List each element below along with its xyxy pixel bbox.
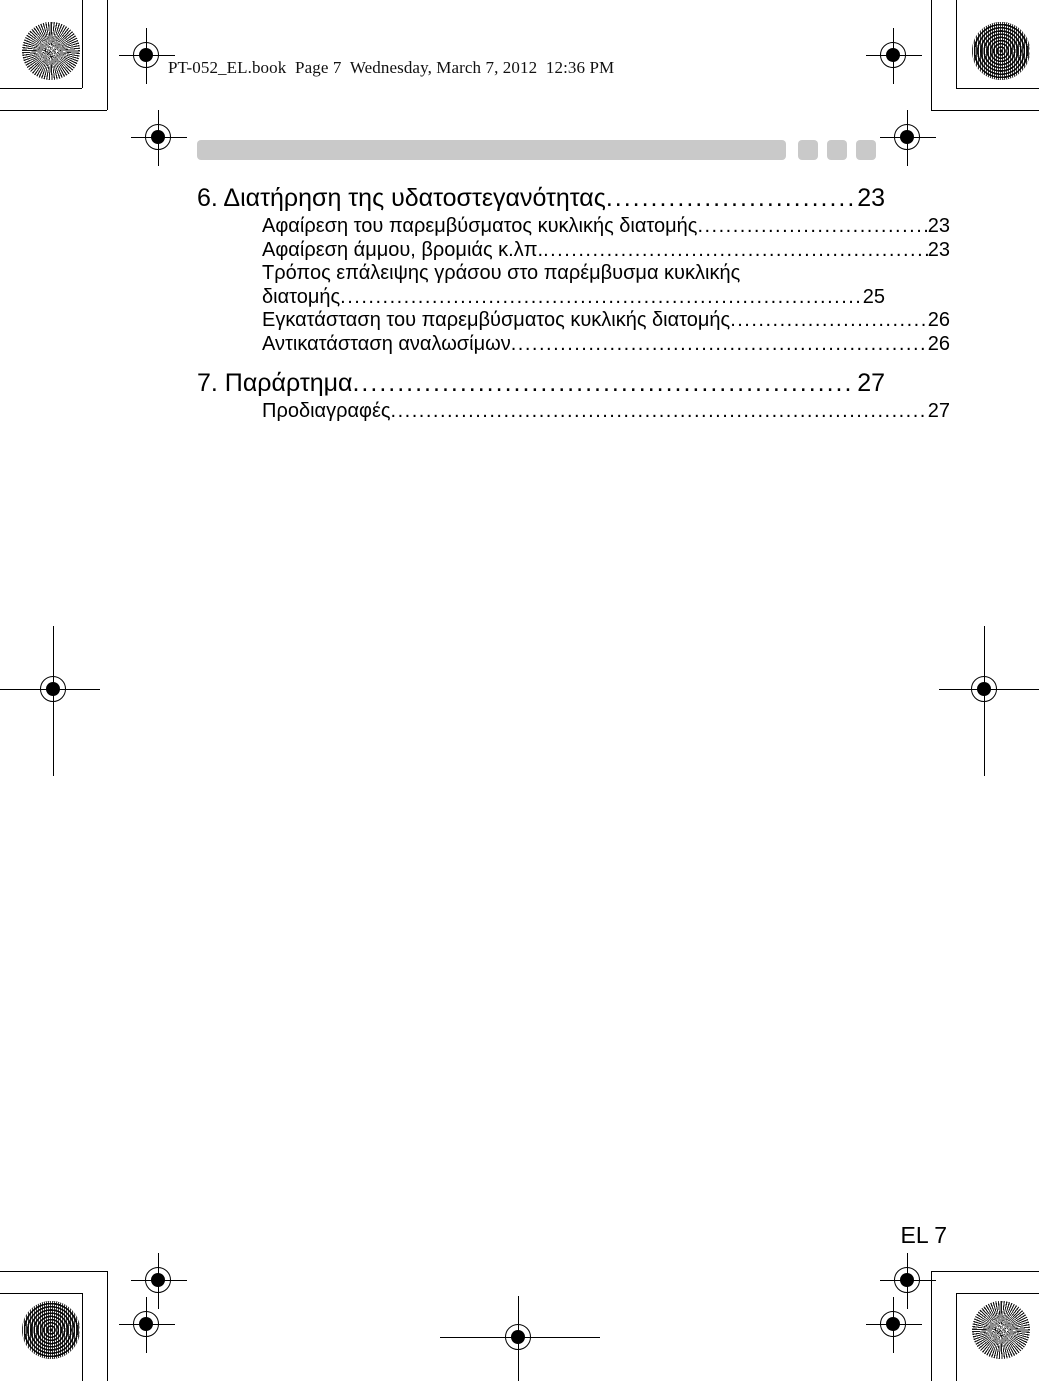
registration-mark-bottom-center-right <box>880 110 936 166</box>
table-of-contents <box>197 184 950 423</box>
toc-leader-dots <box>352 369 853 398</box>
registration-hairline-horizontal <box>939 689 1039 690</box>
toc-entry-grease-application[interactable] <box>197 262 885 309</box>
toc-entry-sand-dirt-removal[interactable] <box>197 239 950 263</box>
crop-mark-vertical <box>956 0 957 88</box>
toc-leader-dots <box>697 215 927 239</box>
crop-mark-horizontal <box>956 1293 1039 1294</box>
crop-mark-horizontal <box>0 110 107 111</box>
registration-hairline-vertical <box>984 626 985 776</box>
registration-mark-bottom-center-right-lower <box>880 1253 936 1309</box>
toc-entry-consumables-replacement[interactable] <box>197 333 950 357</box>
registration-hairline-vertical <box>518 1296 519 1381</box>
toc-entry-page: 23 <box>927 238 950 261</box>
registration-mark-top-right <box>866 28 922 84</box>
crop-mark-vertical <box>82 1293 83 1381</box>
toc-entry-label: 6. Διατήρηση της υδατοστεγανότητας <box>197 184 606 212</box>
toc-leader-dots <box>340 286 863 310</box>
registration-mark-top-left <box>119 28 175 84</box>
crop-mark-vertical <box>931 0 932 110</box>
toc-leader-dots <box>606 184 853 213</box>
toc-entry-page: 25 <box>862 285 885 308</box>
decoration-square-1 <box>798 140 818 160</box>
toc-entry-page: 23 <box>927 215 950 237</box>
registration-mark-mid-right <box>957 662 1013 718</box>
toc-leader-dots <box>391 400 928 424</box>
toc-leader-dots <box>730 309 928 333</box>
crop-mark-horizontal <box>0 88 82 89</box>
registration-hairline-horizontal <box>440 1337 600 1338</box>
toc-entry-label: Εγκατάσταση του παρεμβύσματος κυκλικής διατομής <box>262 309 731 332</box>
crop-mark-vertical <box>956 1293 957 1381</box>
density-test-circle-bottom-right <box>972 1301 1030 1359</box>
crop-mark-horizontal <box>0 1293 82 1294</box>
toc-entry-label: Αφαίρεση άμμου, βρομιάς κ.λπ. <box>262 238 544 261</box>
toc-leader-dots <box>511 333 928 357</box>
toc-entry-oring-installation[interactable] <box>197 309 950 333</box>
toc-section-gap <box>197 357 885 367</box>
density-test-circle-top-left <box>22 22 80 80</box>
toc-entry-page: 23 <box>857 184 885 212</box>
toc-entry-page: 27 <box>927 399 950 422</box>
toc-entry-specifications[interactable] <box>197 400 950 424</box>
decoration-bar-long <box>197 140 786 160</box>
toc-entry-label: Αφαίρεση του παρεμβύσματος κυκλικής διατομής <box>262 215 698 237</box>
decoration-square-2 <box>827 140 847 160</box>
toc-entry-page: 26 <box>927 332 950 355</box>
crop-mark-vertical <box>107 1271 108 1381</box>
toc-leader-dots <box>543 239 928 263</box>
registration-mark-top-center-upper <box>131 110 187 166</box>
crop-mark-horizontal <box>931 110 1039 111</box>
print-slug-line: PT-052_EL.book Page 7 Wednesday, March 7, 2012 12:36 PM <box>168 58 615 77</box>
crop-mark-vertical <box>107 0 108 110</box>
registration-mark-bottom-center <box>491 1310 547 1366</box>
registration-hairline-horizontal <box>0 689 100 690</box>
crop-mark-horizontal <box>956 88 1039 89</box>
toc-entry-chapter-6[interactable] <box>197 184 885 213</box>
moire-test-circle-top-right <box>972 22 1030 80</box>
registration-hairline-vertical <box>53 626 54 776</box>
toc-entry-label-line-1: Τρόπος επάλειψης γράσου στο παρέμβυσμα κυκλικής <box>262 262 741 285</box>
crop-mark-vertical <box>82 0 83 88</box>
toc-entry-chapter-7[interactable] <box>197 369 885 398</box>
registration-mark-mid-left <box>26 662 82 718</box>
toc-entry-label: Προδιαγραφές <box>262 399 391 422</box>
toc-entry-page: 26 <box>927 309 950 332</box>
page-content <box>197 140 950 423</box>
registration-mark-top-center <box>131 1253 187 1309</box>
toc-entry-page: 27 <box>857 368 885 397</box>
decoration-square-3 <box>856 140 876 160</box>
page-folio: EL 7 <box>900 1222 947 1248</box>
crop-mark-horizontal <box>0 1271 107 1272</box>
toc-entry-label-line-2: διατομής <box>262 285 341 308</box>
moire-test-circle-bottom-left <box>22 1301 80 1359</box>
toc-entry-oring-removal[interactable] <box>197 215 950 239</box>
toc-entry-label: Αντικατάσταση αναλωσίμων <box>262 332 511 355</box>
chapter-decoration-bar <box>197 140 885 160</box>
crop-mark-horizontal <box>931 1271 1039 1272</box>
toc-entry-label: 7. Παράρτημα <box>197 368 353 397</box>
